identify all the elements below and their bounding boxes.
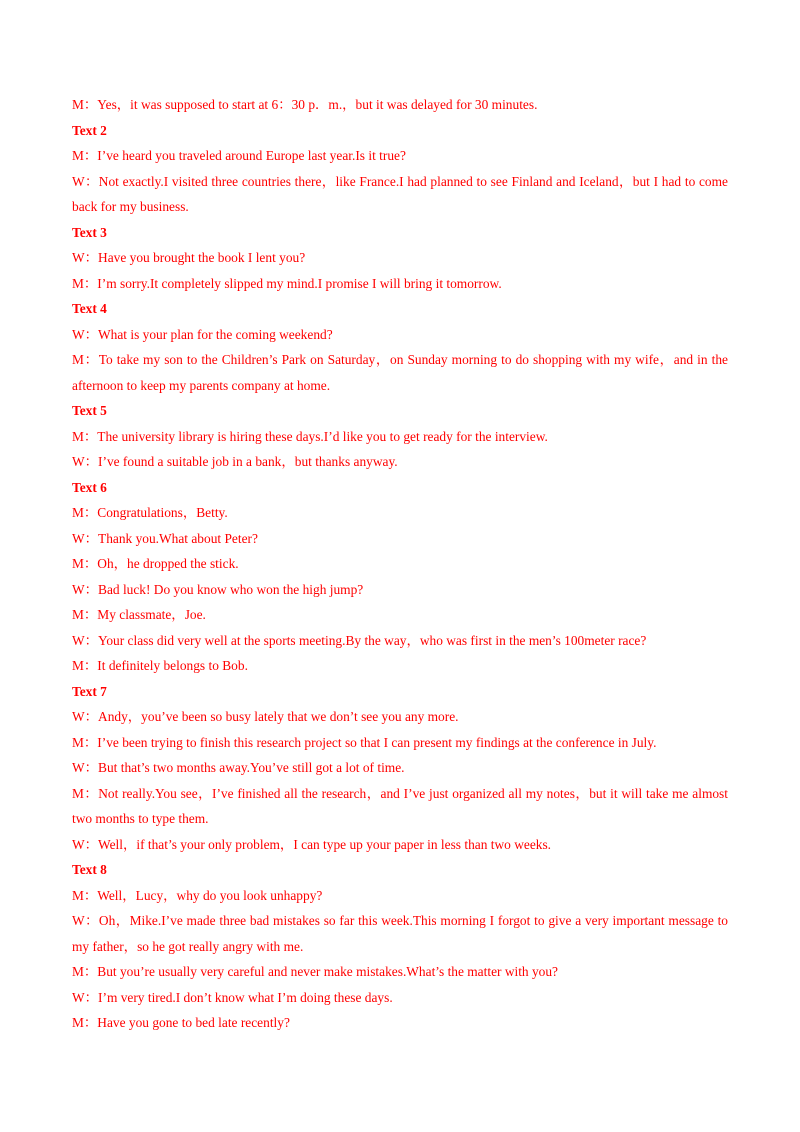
dialogue-line: W：Your class did very well at the sports meeting.By the way，who was first in the men’s 100meter race? bbox=[72, 632, 647, 648]
dialogue-line: W：Well，if that’s your only problem，I can type up your paper in less than two weeks. bbox=[72, 836, 552, 852]
dialogue-line: M：The university library is hiring these days.I’d like you to get ready for the interview. bbox=[72, 428, 548, 444]
dialogue-line: M：Have you gone to bed late recently? bbox=[72, 1015, 290, 1030]
dialogue-line: M：I’m sorry.It completely slipped my mind.I promise I will bring it tomorrow. bbox=[72, 275, 502, 291]
dialogue-line: W：Oh，Mike.I’ve made three bad mistakes so far this week.This morning I forgot to give a very important message to my father，so he got really angry with me. bbox=[72, 913, 728, 954]
dialogue-line: M：Not really.You see，I’ve finished all the research，and I’ve just organized all my notes，but it will take me almost two months to type them. bbox=[72, 785, 728, 826]
dialogue-line: M：But you’re usually very careful and never make mistakes.What’s the matter with you? bbox=[72, 964, 559, 979]
section-heading: Text 6 bbox=[72, 479, 107, 495]
dialogue-line: M：To take my son to the Children’s Park on Saturday，on Sunday morning to do shopping with my wife，and in the afternoon to keep my parents company at home. bbox=[72, 352, 728, 393]
section-heading: Text 2 bbox=[72, 122, 107, 138]
dialogue-line: W：Not exactly.I visited three countries there，like France.I had planned to see Finland and Iceland，but I had to come back for my business. bbox=[72, 173, 728, 214]
dialogue-line: M：My classmate，Joe. bbox=[72, 607, 206, 622]
dialogue-line: W：Have you brought the book I lent you? bbox=[72, 250, 306, 265]
dialogue-line: W：Bad luck! Do you know who won the high jump? bbox=[72, 581, 364, 597]
dialogue-line: M：Congratulations，Betty. bbox=[72, 505, 228, 520]
dialogue-line: M：I’ve heard you traveled around Europe last year.Is it true? bbox=[72, 148, 406, 163]
dialogue-line: W：Andy，you’ve been so busy lately that we don’t see you any more. bbox=[72, 709, 459, 724]
dialogue-line: M：Yes，it was supposed to start at 6：30 p．m.，but it was delayed for 30 minutes. bbox=[72, 97, 538, 112]
dialogue-line: M：Oh，he dropped the stick. bbox=[72, 556, 239, 571]
dialogue-line: W：What is your plan for the coming weekend? bbox=[72, 326, 333, 342]
dialogue-line: M：It definitely belongs to Bob. bbox=[72, 658, 248, 673]
section-heading: Text 5 bbox=[72, 403, 107, 418]
dialogue-line: M：Well，Lucy，why do you look unhappy? bbox=[72, 887, 323, 903]
section-heading: Text 7 bbox=[72, 683, 107, 699]
section-heading: Text 4 bbox=[72, 301, 107, 316]
dialogue-line: W：But that’s two months away.You’ve still got a lot of time. bbox=[72, 760, 405, 775]
dialogue-line: M：I’ve been trying to finish this research project so that I can present my findings at the conference in July. bbox=[72, 734, 657, 750]
document-page bbox=[72, 92, 728, 1036]
dialogue-line: W：I’ve found a suitable job in a bank，but thanks anyway. bbox=[72, 454, 398, 469]
dialogue-line: W：Thank you.What about Peter? bbox=[72, 530, 258, 546]
section-heading: Text 8 bbox=[72, 862, 107, 877]
dialogue-line: W：I’m very tired.I don’t know what I’m doing these days. bbox=[72, 989, 393, 1005]
section-heading: Text 3 bbox=[72, 224, 107, 240]
